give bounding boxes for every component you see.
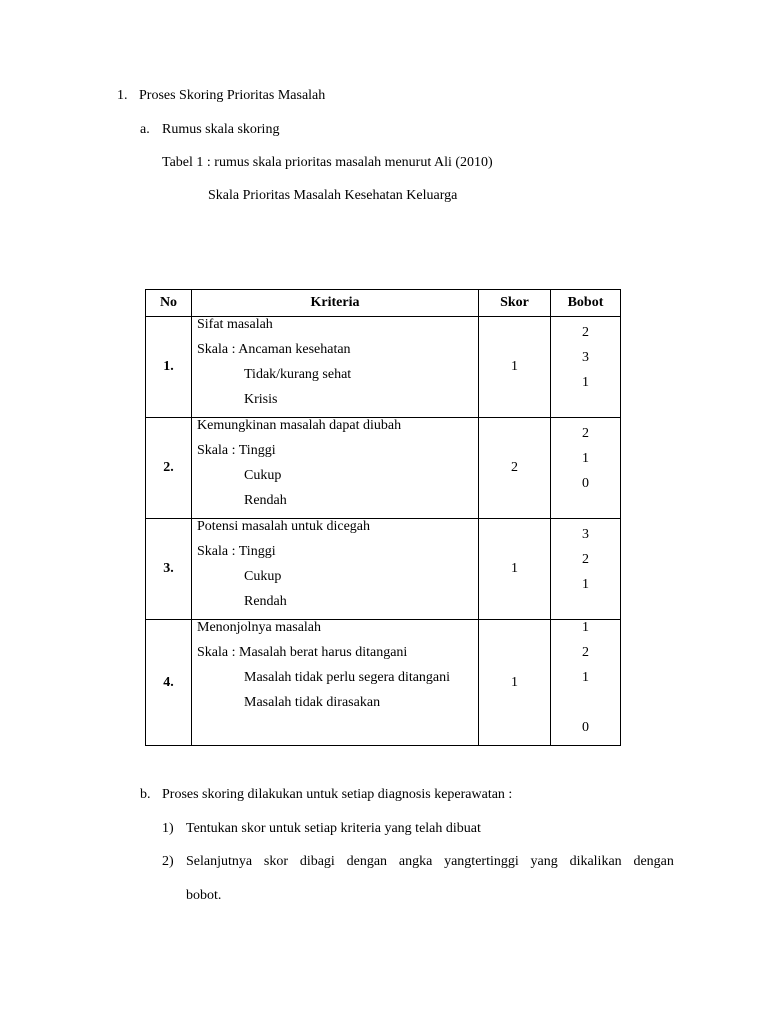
table-title: Skala Prioritas Masalah Kesehatan Keluarga	[208, 188, 458, 203]
kriteria-title: Potensi masalah untuk dicegah	[197, 519, 371, 534]
kriteria-option: Cukup	[244, 468, 282, 483]
bobot-value: 0	[582, 476, 589, 491]
kriteria-option: Cukup	[244, 569, 282, 584]
bobot-value: 1	[582, 670, 589, 685]
step-1	[162, 821, 481, 837]
bobot-value: 2	[582, 552, 589, 567]
kriteria-option: Masalah tidak dirasakan	[244, 695, 381, 710]
bobot-value: 1	[582, 620, 589, 635]
step-2-continuation: bobot.	[186, 888, 222, 903]
kriteria-title: Sifat masalah	[197, 317, 273, 332]
kriteria-title: Menonjolnya masalah	[197, 620, 322, 635]
kriteria-scale: Skala : Masalah berat harus ditangani	[197, 645, 408, 660]
row-kriteria	[192, 620, 479, 746]
row-no: 3.	[146, 519, 192, 620]
subsection-b-text: Proses skoring dilakukan untuk setiap diagnosis keperawatan :	[162, 787, 513, 802]
step-word: angka	[398, 854, 433, 869]
header-kriteria: Kriteria	[192, 290, 479, 317]
bobot-value: 2	[582, 426, 589, 441]
section-title: Proses Skoring Prioritas Masalah	[139, 88, 326, 103]
table-row	[146, 620, 621, 746]
step-word: Selanjutnya	[186, 854, 253, 869]
kriteria-scale: Skala : Tinggi	[197, 443, 276, 458]
row-no: 1.	[146, 317, 192, 418]
subsection-a-text: Rumus skala skoring	[162, 122, 280, 137]
bobot-value: 3	[582, 350, 589, 365]
step-text: Tentukan skor untuk setiap kriteria yang telah dibuat	[186, 821, 481, 836]
step-number: 1)	[162, 821, 174, 836]
kriteria-option: Tidak/kurang sehat	[244, 367, 352, 382]
step-word: dengan	[346, 854, 388, 869]
subsection-b-label: b.	[140, 787, 151, 802]
table-row	[146, 317, 621, 418]
kriteria-option: Masalah tidak perlu segera ditangani	[244, 670, 451, 685]
subsection-a-label: a.	[140, 122, 150, 137]
header-no: No	[146, 290, 192, 317]
table-header-row	[146, 290, 621, 317]
section-heading	[117, 88, 326, 104]
header-bobot: Bobot	[551, 290, 621, 317]
bobot-value: 2	[582, 325, 589, 340]
bobot-value: 2	[582, 645, 589, 660]
table-caption: Tabel 1 : rumus skala prioritas masalah menurut Ali (2010)	[162, 155, 493, 170]
subsection-a	[140, 122, 280, 138]
priority-scale-table	[145, 289, 621, 746]
subsection-b	[140, 787, 513, 803]
bobot-value: 0	[582, 720, 589, 735]
header-skor: Skor	[479, 290, 551, 317]
row-skor: 1	[479, 317, 551, 418]
kriteria-title: Kemungkinan masalah dapat diubah	[197, 418, 402, 433]
row-bobot	[551, 418, 621, 519]
row-bobot	[551, 317, 621, 418]
row-bobot	[551, 620, 621, 746]
bobot-value: 1	[582, 375, 589, 390]
table-row	[146, 519, 621, 620]
bobot-value: 1	[582, 577, 589, 592]
bobot-value: 1	[582, 451, 589, 466]
kriteria-scale: Skala : Ancaman kesehatan	[197, 342, 351, 357]
kriteria-scale: Skala : Tinggi	[197, 544, 276, 559]
step-word: dikalikan	[569, 854, 622, 869]
table-row	[146, 418, 621, 519]
row-kriteria	[192, 519, 479, 620]
row-skor: 1	[479, 620, 551, 746]
step-number: 2)	[162, 854, 174, 869]
row-no: 4.	[146, 620, 192, 746]
step-word: yang	[530, 854, 558, 869]
row-skor: 1	[479, 519, 551, 620]
step-word: dengan	[633, 854, 674, 869]
step-word: yangtertinggi	[444, 854, 519, 869]
row-kriteria	[192, 317, 479, 418]
step-word: skor	[263, 854, 289, 869]
kriteria-option: Rendah	[244, 594, 287, 609]
kriteria-option: Rendah	[244, 493, 287, 508]
bobot-value: 3	[582, 527, 589, 542]
step-word: dibagi	[299, 854, 335, 869]
row-kriteria	[192, 418, 479, 519]
row-no: 2.	[146, 418, 192, 519]
row-skor: 2	[479, 418, 551, 519]
step-2	[162, 854, 174, 870]
row-bobot	[551, 519, 621, 620]
step-2-text	[186, 854, 674, 870]
kriteria-option: Krisis	[244, 392, 278, 407]
section-number: 1.	[117, 88, 128, 103]
